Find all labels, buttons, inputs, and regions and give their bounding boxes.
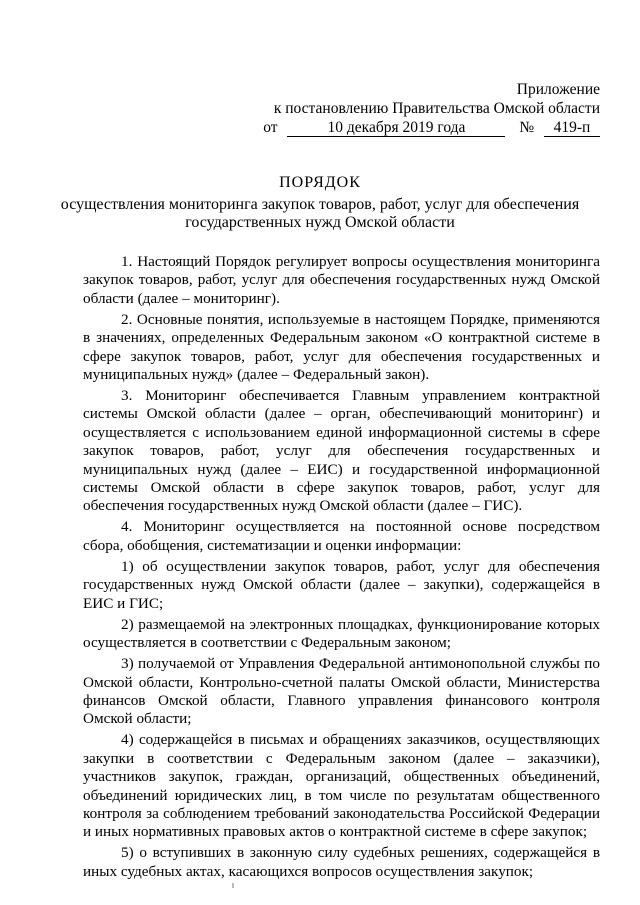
resolution-number: 419-п (544, 120, 600, 137)
title-main: ПОРЯДОК (279, 174, 361, 191)
paragraph: 3) получаемой от Управления Федеральной антимонопольной службы по Омской области, Контрольно-счетной палаты Омской области, Министерства финансов Омской области, Главного управления финансового контроля Омской области; (83, 655, 600, 728)
paragraph: 2. Основные понятия, используемые в настоящем Порядке, применяются в значениях, определенных Федеральным законом «О контрактной системе в сфере закупок товаров, работ, услуг для обеспечения государственных и муниципальных нужд» (далее – Федеральный закон). (83, 310, 600, 384)
document-body (83, 253, 600, 884)
paragraph: 5) о вступивших в законную силу судебных решениях, содержащейся в иных судебных актах, касающихся вопросов осуществления закупок; (83, 844, 600, 880)
scan-mark (232, 883, 234, 888)
date-number-line (263, 118, 600, 137)
title-subtitle: осуществления мониторинга закупок товаров, работ, услуг для обеспечения государственных нужд Омской области (60, 195, 580, 231)
appendix-label: Приложение (516, 81, 600, 98)
paragraph: 2) размещаемой на электронных площадках, функционирование которых осуществляется в соответствии с Федеральным законом; (83, 615, 600, 652)
resolution-reference: к постановлению Правительства Омской области (273, 100, 600, 117)
paragraph: 3. Мониторинг обеспечивается Главным управлением контрактной системы Омской области (далее – орган, обеспечивающий мониторинг) и осуществляется с использованием единой информационной системы в сфере закупок товаров, работ, услуг для обеспечения государственных и муниципальных нужд (далее – ЕИС) и государственной информационной системы Омской области в сфере закупок товаров, работ, услуг для обеспечения государственных нужд Омской области (далее – ГИС). (83, 387, 600, 515)
from-label: от (263, 119, 278, 136)
appendix-header (263, 80, 600, 137)
paragraph: 1. Настоящий Порядок регулирует вопросы осуществления мониторинга закупок товаров, работ, услуг для обеспечения государственных нужд Омской области (далее – мониторинг). (83, 253, 600, 307)
number-label: № (519, 119, 535, 136)
resolution-date: 10 декабря 2019 года (287, 120, 505, 137)
paragraph: 1) об осуществлении закупок товаров, работ, услуг для обеспечения государственных нужд Омской области (далее – закупки), содержащейся в ЕИС и ГИС; (83, 557, 600, 612)
paragraph: 4. Мониторинг осуществляется на постоянной основе посредством сбора, обобщения, систематизации и оценки информации: (83, 518, 600, 554)
document-title (40, 174, 600, 233)
paragraph: 4) содержащейся в письмах и обращениях заказчиков, осуществляющих закупки в соответствии с Федеральным законом (далее – заказчики), участников закупок, граждан, организаций, общественных объединений, объединений юридических лиц, в том числе по результатам общественного контроля за соблюдением требований законодательства Российской Федерации и иных нормативных правовых актов о контрактной системе в сфере закупок; (83, 731, 600, 841)
